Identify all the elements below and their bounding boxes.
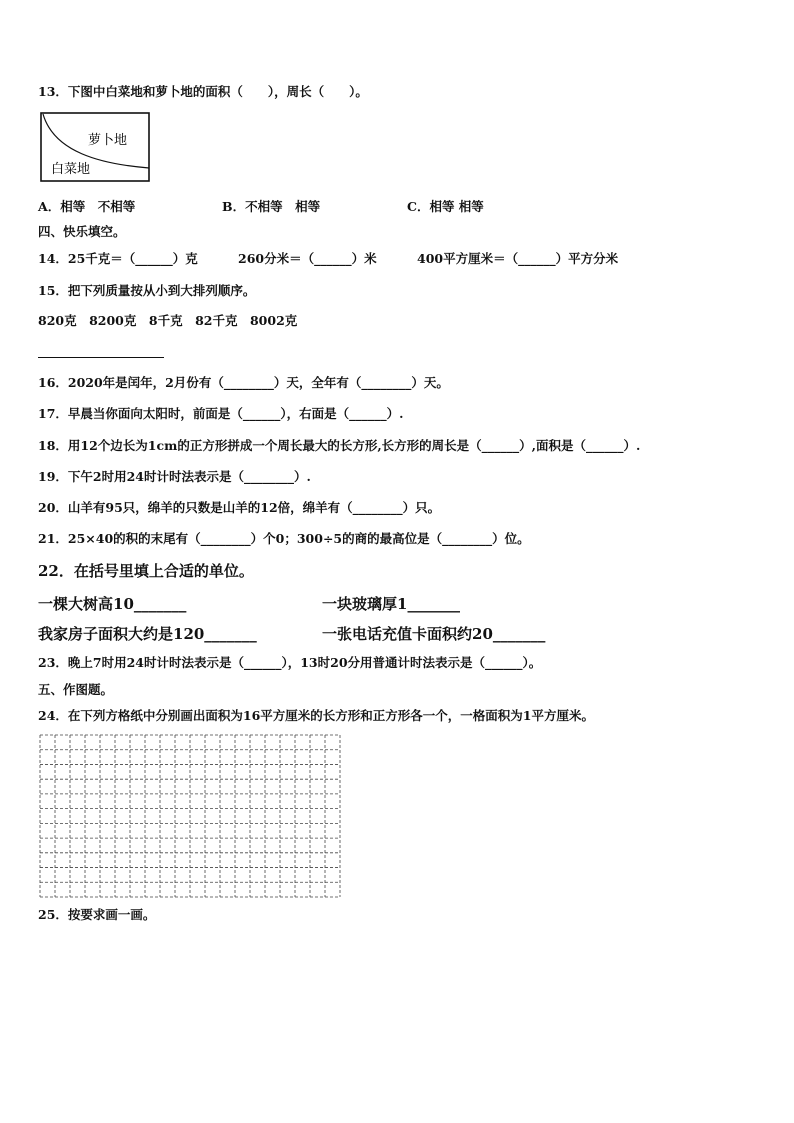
- section-four-heading: 四、快乐填空。: [38, 224, 126, 239]
- q15-answer-line: [38, 357, 164, 358]
- q25: 25．按要求画一画。: [38, 907, 156, 922]
- q14-part3: 400平方厘米＝（______）平方分米: [417, 251, 619, 266]
- q13-option-c: C．相等 相等: [407, 199, 484, 214]
- q14-part2: 260分米＝（______）米: [238, 251, 377, 266]
- cabbage-field-label: 白菜地: [51, 162, 91, 177]
- section-five-heading: 五、作图题。: [38, 682, 114, 697]
- q19: 19．下午2时用24时计时法表示是（________）.: [38, 469, 311, 484]
- radish-field-label: 萝卜地: [88, 133, 128, 148]
- q15-stem: 15．把下列质量按从小到大排列顺序。: [38, 283, 256, 298]
- q16: 16．2020年是闰年，2月份有（________）天，全年有（________）天。: [38, 375, 449, 390]
- q13-option-a: A．相等 不相等: [38, 199, 136, 214]
- q18: 18．用12个边长为1cm的正方形拼成一个周长最大的长方形,长方形的周长是（______）,面积是（______）.: [38, 438, 641, 453]
- q20: 20．山羊有95只，绵羊的只数是山羊的12倍，绵羊有（________）只。: [38, 500, 441, 515]
- q22-item-card: 一张电话充值卡面积约20_______: [322, 625, 546, 643]
- q22-item-house: 我家房子面积大约是120_______: [38, 625, 257, 643]
- vegetable-field-figure: [40, 112, 152, 184]
- q22-title: 22．在括号里填上合适的单位。: [38, 562, 254, 580]
- q24: 24．在下列方格纸中分别画出面积为16平方厘米的长方形和正方形各一个，一格面积为1平方厘米。: [38, 708, 594, 723]
- q13-option-b: B．不相等 相等: [222, 199, 321, 214]
- q14-part1: 14．25千克＝（______）克: [38, 251, 198, 266]
- q13-stem: 13．下图中白菜地和萝卜地的面积（ ），周长（ ）。: [38, 84, 368, 99]
- square-grid-paper: [39, 734, 341, 898]
- q17: 17．早晨当你面向太阳时，前面是（______），右面是（______）.: [38, 406, 404, 421]
- q15-values: 820克 8200克 8千克 82千克 8002克: [38, 313, 298, 328]
- q22-item-tree: 一棵大树高10_______: [38, 595, 187, 613]
- q21: 21．25×40的积的末尾有（________）个0；300÷5的商的最高位是（________）位。: [38, 531, 530, 546]
- q22-item-glass: 一块玻璃厚1_______: [322, 595, 460, 613]
- q23: 23．晚上7时用24时计时法表示是（______），13时20分用普通计时法表示是（______）。: [38, 655, 542, 670]
